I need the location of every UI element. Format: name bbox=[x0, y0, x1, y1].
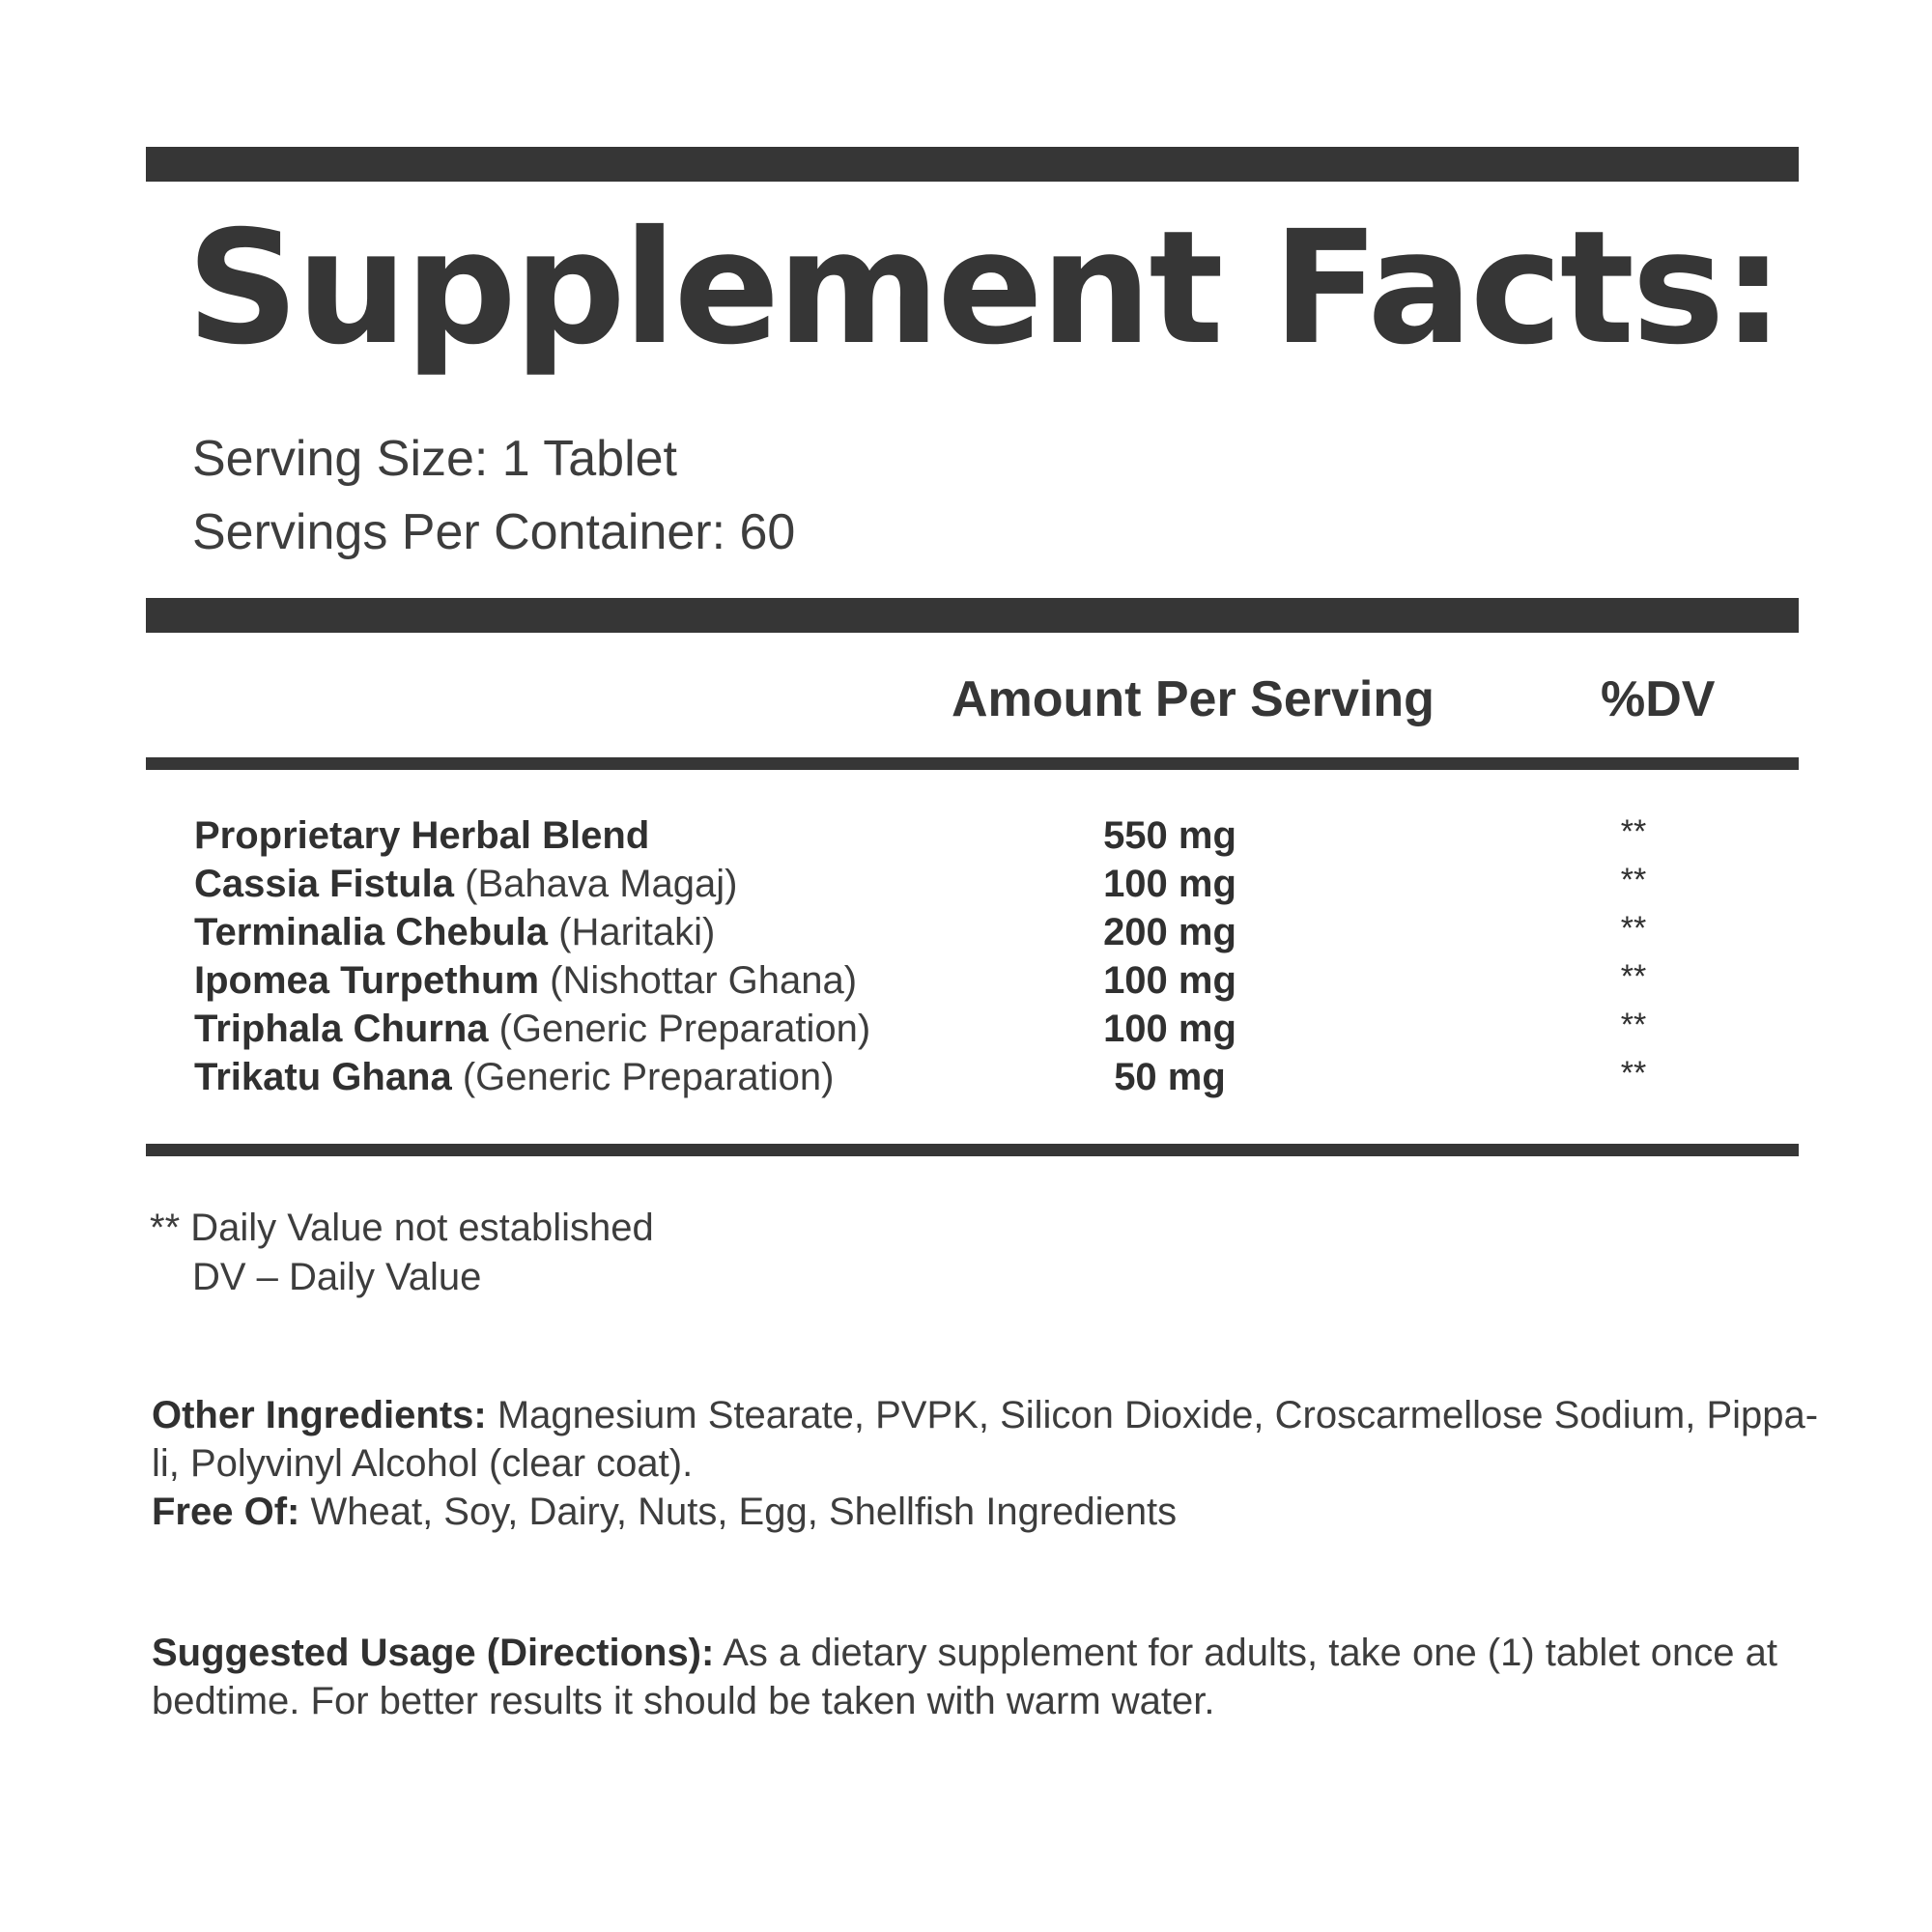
table-row bbox=[194, 956, 1740, 1005]
table-row bbox=[194, 1053, 1740, 1101]
bottom-divider-bar bbox=[146, 1144, 1799, 1156]
table-row bbox=[194, 908, 1740, 956]
ingredient-detail: (Generic Preparation) bbox=[488, 1008, 871, 1050]
other-ingredients bbox=[152, 1391, 1833, 1488]
ingredient-amount: 100 mg bbox=[1103, 863, 1236, 905]
top-divider-bar bbox=[146, 147, 1799, 182]
other-ingredients-section bbox=[152, 1391, 1833, 1536]
ingredient-detail: (Generic Preparation) bbox=[451, 1056, 835, 1098]
other-ingredients-label: Other Ingredients: bbox=[152, 1394, 487, 1436]
suggested-usage-text: As a dietary supplement for adults, take one (1) tablet once at bedtime. For better results it should be taken with warm water. bbox=[152, 1632, 1777, 1722]
table-row bbox=[194, 1005, 1740, 1053]
other-ingredients-text: Magnesium Stearate, PVPK, Silicon Dioxide, Croscarmellose Sodium, Pippa-li, Polyvinyl Alcohol (clear coat). bbox=[152, 1394, 1819, 1485]
ingredient-name: Proprietary Herbal Blend bbox=[194, 814, 650, 857]
ingredient-name: Trikatu Ghana bbox=[194, 1056, 452, 1098]
ingredient-dv: ** bbox=[1620, 910, 1647, 947]
table-row bbox=[194, 860, 1740, 908]
header-divider-bar bbox=[146, 757, 1799, 770]
footnote-dv-definition: DV – Daily Value bbox=[192, 1256, 482, 1298]
ingredient-detail: (Haritaki) bbox=[548, 911, 716, 953]
ingredient-dv: ** bbox=[1620, 813, 1647, 850]
free-of-label: Free Of: bbox=[152, 1491, 300, 1533]
ingredient-name: Ipomea Turpethum bbox=[194, 959, 540, 1002]
ingredient-name: Terminalia Chebula bbox=[194, 911, 549, 953]
ingredients-table bbox=[194, 811, 1740, 1101]
dv-column-header: %DV bbox=[1601, 671, 1716, 727]
ingredient-detail: (Nishottar Ghana) bbox=[539, 959, 858, 1002]
servings-per-container: Servings Per Container: 60 bbox=[192, 504, 796, 560]
ingredient-name: Cassia Fistula bbox=[194, 863, 455, 905]
ingredient-amount: 100 mg bbox=[1103, 1008, 1236, 1050]
suggested-usage-label: Suggested Usage (Directions): bbox=[152, 1632, 715, 1674]
ingredient-amount: 100 mg bbox=[1103, 959, 1236, 1002]
free-of-text: Wheat, Soy, Dairy, Nuts, Egg, Shellfish Ingredients bbox=[299, 1491, 1178, 1533]
suggested-usage-section bbox=[152, 1629, 1833, 1725]
ingredient-amount: 550 mg bbox=[1103, 814, 1236, 857]
middle-divider-bar bbox=[146, 598, 1799, 633]
amount-column-header: Amount Per Serving bbox=[952, 671, 1435, 727]
ingredient-dv: ** bbox=[1620, 1007, 1647, 1043]
footnote-dv-not-established: ** Daily Value not established bbox=[150, 1207, 654, 1249]
ingredient-dv: ** bbox=[1620, 958, 1647, 995]
ingredient-dv: ** bbox=[1620, 1055, 1647, 1092]
page-title: Supplement Facts: bbox=[186, 198, 1782, 380]
ingredient-amount: 50 mg bbox=[1114, 1056, 1226, 1098]
serving-size: Serving Size: 1 Tablet bbox=[192, 431, 677, 487]
ingredient-dv: ** bbox=[1620, 862, 1647, 898]
ingredient-name: Triphala Churna bbox=[194, 1008, 489, 1050]
free-of bbox=[152, 1488, 1833, 1536]
table-row bbox=[194, 811, 1740, 860]
ingredient-detail: (Bahava Magaj) bbox=[454, 863, 738, 905]
ingredient-amount: 200 mg bbox=[1103, 911, 1236, 953]
